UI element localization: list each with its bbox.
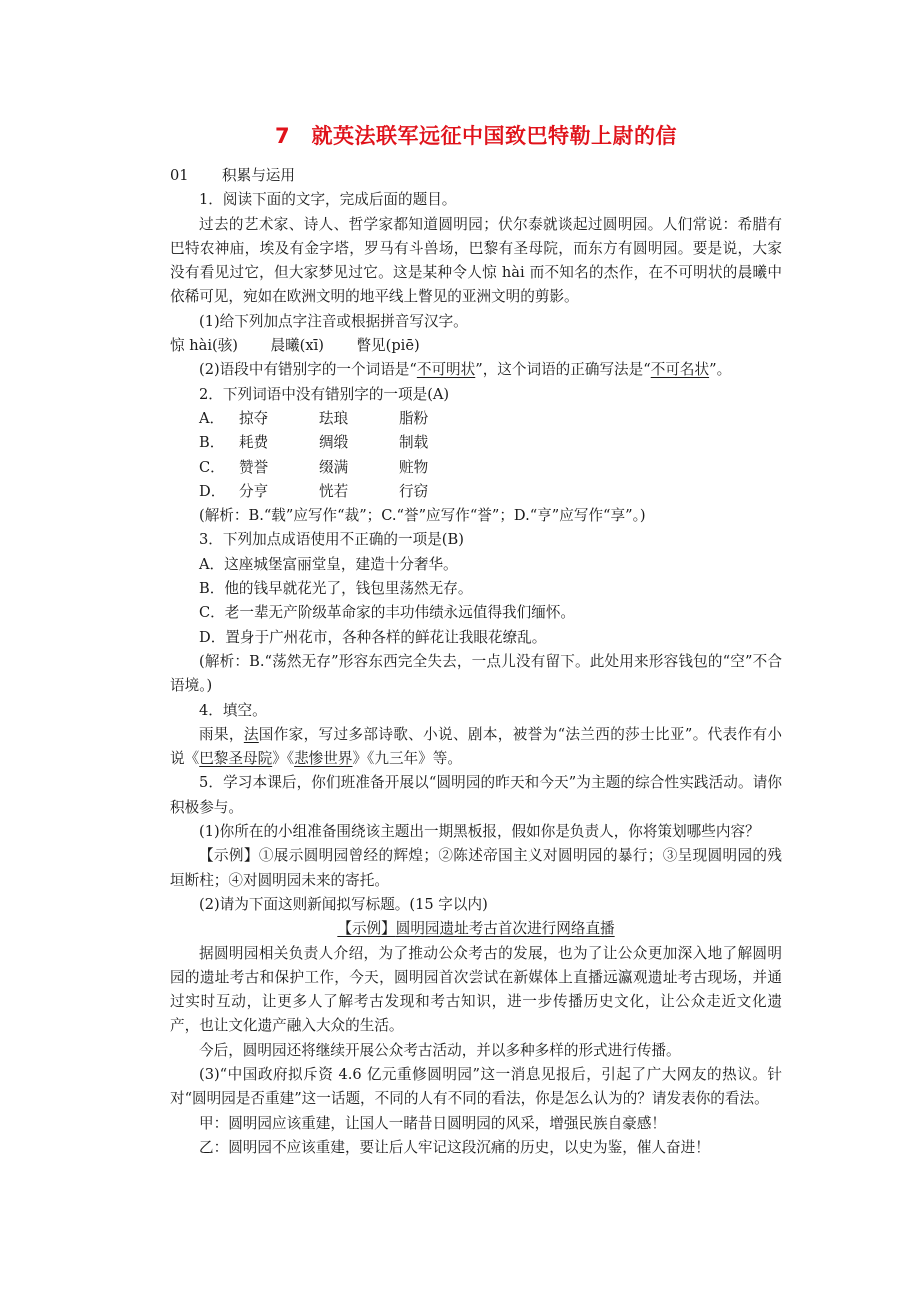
q2-option — [170, 431, 782, 455]
option-letter: A． — [199, 409, 225, 427]
q2-option — [170, 480, 782, 504]
q4-answer — [170, 723, 782, 772]
news-paragraph: 据圆明园相关负责人介绍，为了推动公众考古的发展，也为了让公众更加深入地了解圆明园的遗址考古和保护工作，今天，圆明园首次尝试在新媒体上直播远瀛观遗址考古现场，并通过实时互动，让更多人了解考古发现和考古知识，进一步传播历史文化，让公众走近文化遗产，也让文化遗产融入大众的生活。 — [170, 944, 782, 1035]
text: 》《九三年》等。 — [352, 750, 462, 768]
correct-word: 不可名状 — [650, 361, 710, 379]
headline-answer: 圆明园遗址考古首次进行网络直播 — [395, 920, 615, 938]
option-word: 掠夺 — [239, 409, 269, 427]
text: 雨果， — [199, 725, 244, 743]
option-word: 珐琅 — [319, 409, 349, 427]
q2-stem: 2．下列词语中没有错别字的一项是(A) — [199, 385, 450, 403]
text: ”。 — [709, 361, 732, 379]
answer-item: 惊 hài(骇) — [170, 337, 238, 355]
blank-answer: 法 — [243, 725, 259, 743]
q2-analysis: (解析：B.“载”应写作“裁”；C.“誉”应写作“誉”；D.“亨”应写作“享”。) — [199, 507, 646, 525]
worksheet-page — [170, 120, 782, 1160]
option-word: 赞誉 — [239, 458, 269, 476]
blank-answer: 悲惨世界 — [294, 750, 353, 768]
opinion-jia: 甲：圆明园应该重建，让国人一睹昔日圆明园的风采，增强民族自豪感！ — [199, 1114, 667, 1132]
option-word: 绸缎 — [319, 434, 349, 452]
q2-option — [170, 407, 782, 431]
q5-sub2: (2)请为下面这则新闻拟写标题。(15 字以内) — [199, 895, 488, 913]
q5-sub1: (1)你所在的小组准备围绕该主题出一期黑板报，假如你是负责人，你将策划哪些内容？ — [199, 823, 760, 841]
wrong-word: 不可明状 — [416, 361, 476, 379]
text: 国作家，写过多部诗歌、小说、剧本，被誉为“法兰西的莎士比亚”。代表作有小说《 — [170, 725, 782, 768]
option-word: 制载 — [399, 434, 429, 452]
q3-option: A．这座城堡富丽堂皇，建造十分奢华。 — [199, 555, 458, 573]
blank-answer: 巴黎圣母院 — [199, 750, 273, 768]
answer-item: 瞥见(piē) — [356, 337, 420, 355]
q3-stem: 3．下列加点成语使用不正确的一项是(B) — [199, 531, 464, 549]
q5-sub2-answer — [170, 917, 782, 941]
option-letter: C． — [199, 458, 225, 476]
example-tag: 【示例】 — [337, 920, 396, 938]
option-word: 恍若 — [319, 482, 349, 500]
option-word: 缀满 — [319, 458, 349, 476]
q1-sub2 — [170, 358, 782, 382]
option-word: 赃物 — [399, 458, 429, 476]
option-letter: D． — [199, 482, 226, 500]
q1-passage: 过去的艺术家、诗人、哲学家都知道圆明园；伏尔泰就谈起过圆明园。人们常说：希腊有巴特农神庙，埃及有金字塔，罗马有斗兽场，巴黎有圣母院，而东方有圆明园。要是说，大家没有看见过它，但大家梦见过它。这是某种令人惊 hài 而不知名的杰作，在不可明状的晨曦中依稀可见，宛如在欧洲文明的地平线上瞥见的亚洲文明的剪影。 — [170, 215, 782, 306]
q1-stem: 1．阅读下面的文字，完成后面的题目。 — [199, 191, 457, 209]
text: ”，这个词语的正确写法是“ — [475, 361, 651, 379]
q1-sub1-answers — [170, 334, 782, 358]
option-letter: B． — [199, 434, 225, 452]
answer-item: 晨曦(xī) — [270, 337, 324, 355]
text: (2)语段中有错别字的一个词语是“ — [199, 361, 417, 379]
q3-option: D．置身于广州花市，各种各样的鲜花让我眼花缭乱。 — [199, 628, 547, 646]
q3-analysis: (解析：B.“荡然无存”形容东西完全失去，一点儿没有留下。此处用来形容钱包的“空”不合语境。) — [170, 652, 782, 695]
q3-option: C．老一辈无产阶级革命家的丰功伟绩永远值得我们缅怀。 — [199, 604, 576, 622]
q5-sub3: (3)“中国政府拟斥资 4.6 亿元重修圆明园”这一消息见报后，引起了广大网友的热议。针对“圆明园是否重建”这一话题，不同的人有不同的看法，你是怎么认为的？请发表你的看法。 — [170, 1065, 782, 1108]
q1-sub1: (1)给下列加点字注音或根据拼音写汉字。 — [199, 312, 468, 330]
section-label: 积累与运用 — [222, 167, 295, 184]
q5-sub1-answer: 【示例】①展示圆明园曾经的辉煌；②陈述帝国主义对圆明园的暴行；③呈现圆明园的残垣断柱；④对圆明园未来的寄托。 — [170, 847, 782, 889]
q3-option: B．他的钱早就花光了，钱包里荡然无存。 — [199, 580, 473, 598]
q4-stem: 4．填空。 — [199, 701, 267, 719]
news-paragraph: 今后，圆明园还将继续开展公众考古活动，并以多种多样的形式进行传播。 — [199, 1041, 681, 1059]
page-title: 7 就英法联军远征中国致巴特勒上尉的信 — [274, 124, 678, 148]
option-word: 脂粉 — [399, 409, 429, 427]
q2-option — [170, 456, 782, 480]
text: 》《 — [272, 750, 295, 768]
option-word: 耗费 — [239, 434, 269, 452]
section-header — [170, 164, 782, 188]
option-word: 行窃 — [399, 482, 429, 500]
section-number: 01 — [170, 167, 189, 184]
opinion-yi: 乙：圆明园不应该重建，要让后人牢记这段沉痛的历史，以史为鉴，催人奋进！ — [199, 1138, 710, 1156]
option-word: 分亨 — [239, 482, 269, 500]
q5-stem: 5．学习本课后，你们班准备开展以“圆明园的昨天和今天”为主题的综合性实践活动。请你积极参与。 — [170, 774, 782, 816]
